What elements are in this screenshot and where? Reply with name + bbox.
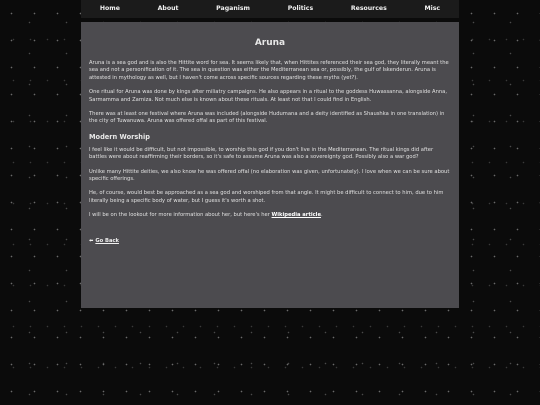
nav-resources-link[interactable]: Resources: [350, 5, 387, 12]
top-navbar: [81, 0, 459, 18]
page-title: Aruna: [254, 38, 286, 48]
worship-paragraph: I feel like it would be difficult, but not impossible, to worship this god if you don't live in the Mediterranean. The ritual kings did after battles were about reaffirming their borders, so it's safe to assume Aruna was also a sovereignty god. Possibly also a war god?: [89, 146, 434, 161]
offerings-paragraph: Unlike many Hittite deities, we also know he was offered offal (no elaboration was given, unfortunately). I love when we can be sure about specific offerings.: [89, 168, 450, 183]
back-arrow-icon: ⬅: [89, 237, 94, 244]
nav-politics-link[interactable]: Politics: [287, 5, 314, 12]
festival-paragraph: There was at least one festival where Aruna was included (alongside Hudumana and a deity identified as Shaushka in one translation) in the city of Tuwanuwa. Aruna was offered offal as part of this festival.: [89, 111, 445, 125]
article-panel: [81, 22, 459, 308]
nav-home-link[interactable]: Home: [99, 5, 120, 12]
wikipedia-article-link[interactable]: Wikipedia article: [271, 212, 321, 219]
section-heading-modern-worship: Modern Worship: [89, 132, 150, 141]
go-back-link[interactable]: [89, 238, 119, 244]
closing-period: .: [320, 212, 323, 219]
nav-paganism-link[interactable]: Paganism: [216, 5, 250, 12]
go-back-label: Go Back: [95, 237, 119, 244]
intro-paragraph: Aruna is a sea god and is also the Hittite word for sea. It seems likely that, when Hittites referenced their sea god, they literally meant the sea and not a personification of it. The sea in question was either the Mediterranean sea or, possibly, the gulf of Iskenderun. Aruna is attested in mythology as well, but I haven't come across specific sources regarding these myths (yet?).: [89, 60, 449, 81]
closing-paragraph: [89, 212, 451, 219]
approach-paragraph: He, of course, would best be approached as a sea god and worshiped from that angle. It might be difficult to connect to him, due to him literally being a specific body of water, but I guess it's worth a shot.: [89, 190, 444, 204]
nav-about-link[interactable]: About: [157, 5, 179, 12]
closing-text: I will be on the lookout for more information about her, but here's her: [89, 212, 272, 219]
ritual-paragraph: One ritual for Aruna was done by kings after miliatry campaigns. He also appears in a ritual to the goddess Huwassanna, alongside Anna, Sarmamma and Zarniza. Not much else is known about these rituals. At least not that I could find in English.: [89, 89, 447, 103]
nav-misc-link[interactable]: Misc: [424, 5, 441, 12]
